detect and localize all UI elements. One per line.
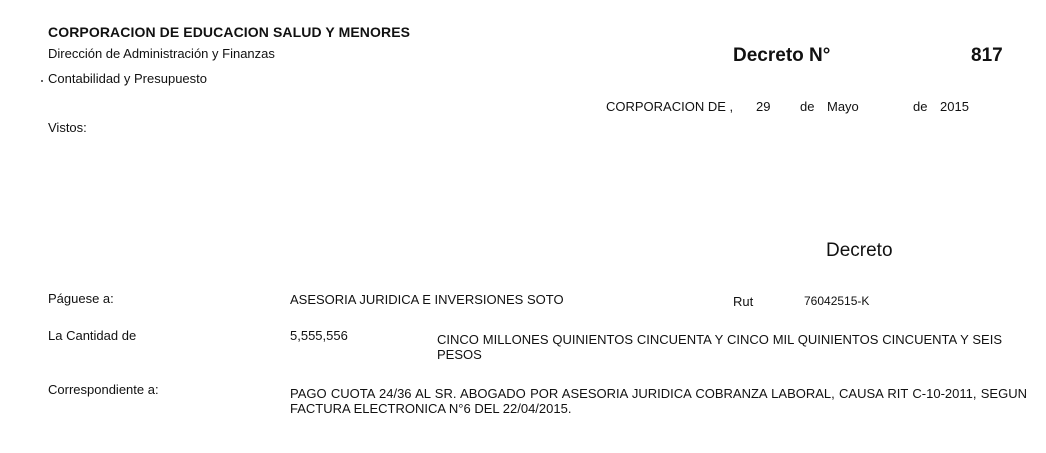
date-year: 2015: [940, 99, 969, 114]
decreto-heading: Decreto: [826, 240, 893, 261]
decree-number: 817: [971, 45, 1003, 66]
date-preposition: de: [800, 99, 815, 114]
date-place: CORPORACION DE ,: [606, 99, 734, 114]
organization-name: CORPORACION DE EDUCACION SALUD Y MENORES: [48, 24, 411, 40]
decree-label: Decreto N°: [733, 45, 831, 66]
pay-to-label: Páguese a:: [48, 291, 114, 306]
payee-name: ASESORIA JURIDICA E INVERSIONES SOTO: [290, 292, 564, 307]
date-day: 29: [756, 99, 771, 114]
rut-label: Rut: [733, 294, 754, 309]
concept-label: Correspondiente a:: [48, 382, 159, 397]
department-name: Dirección de Administración y Finanzas: [48, 46, 275, 61]
concept-text: PAGO CUOTA 24/36 AL SR. ABOGADO POR ASESORIA JURIDICA COBRANZA LABORAL, CAUSA RIT C-10-2011, SEGUN FACTURA ELECTRONICA N°6 DEL 22/04/2015.: [290, 386, 1027, 416]
scan-speck: [41, 80, 43, 82]
amount-number: 5,555,556: [290, 328, 348, 343]
vistos-label: Vistos:: [48, 120, 87, 135]
date-month: Mayo: [827, 99, 859, 114]
date-preposition: de: [913, 99, 928, 114]
amount-label: La Cantidad de: [48, 328, 137, 343]
amount-in-words: CINCO MILLONES QUINIENTOS CINCUENTA Y CINCO MIL QUINIENTOS CINCUENTA Y SEIS PESOS: [437, 332, 1002, 362]
rut-value: 76042515-K: [804, 294, 870, 308]
subdepartment-name: Contabilidad y Presupuesto: [48, 71, 207, 86]
